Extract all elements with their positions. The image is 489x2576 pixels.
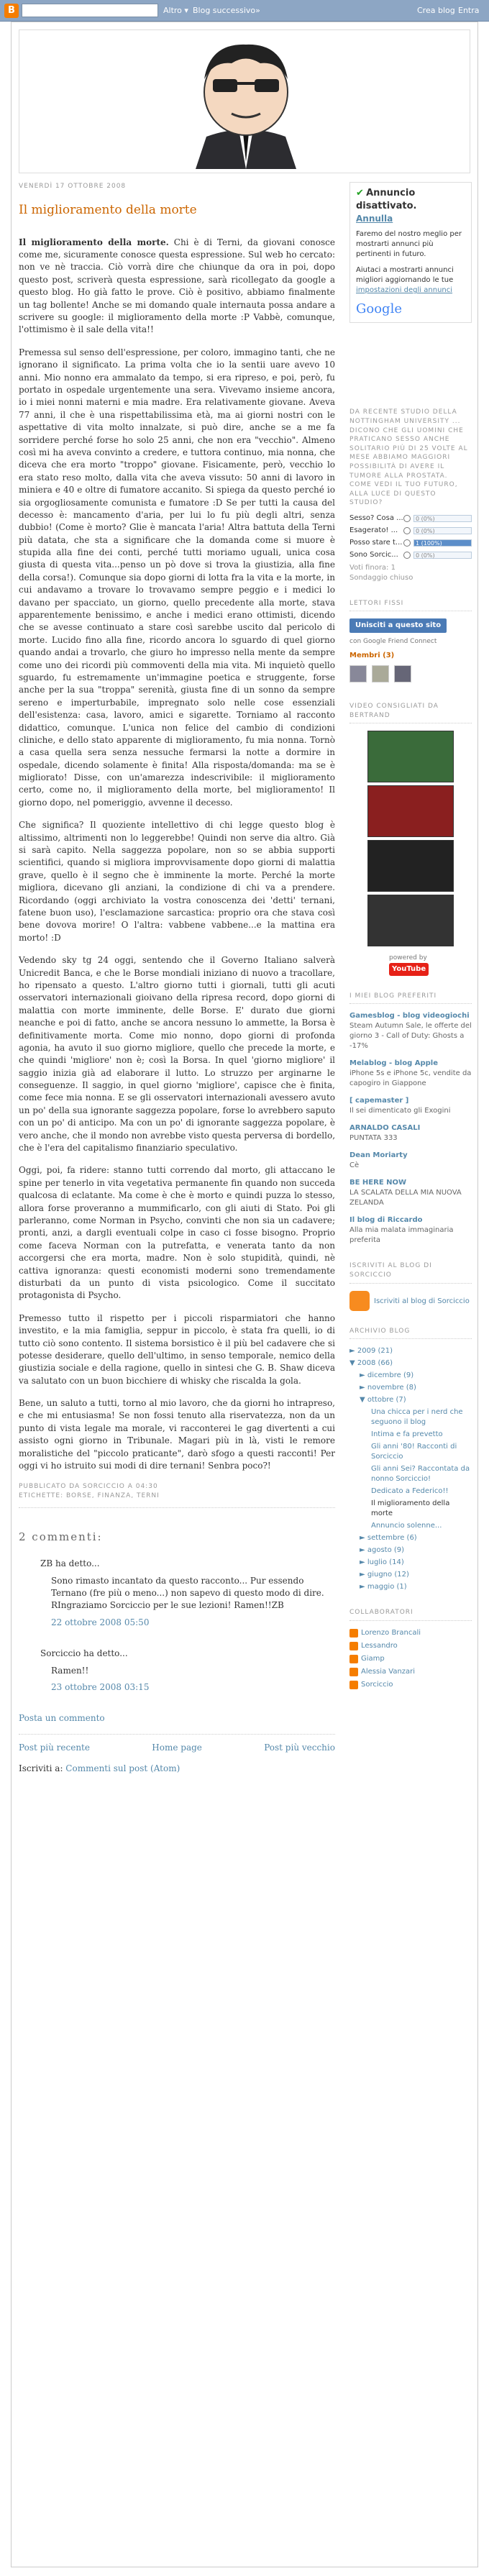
contributor[interactable]: Giamp xyxy=(349,1654,472,1664)
video-thumbnail[interactable] xyxy=(367,840,454,892)
list-item[interactable]: [ capemaster ] Il sei dimenticato gli Exogini xyxy=(349,1097,451,1115)
poll-widget xyxy=(349,408,472,583)
comment-timestamp[interactable]: 22 ottobre 2008 05:50 xyxy=(51,1617,150,1627)
archive-post-link[interactable]: Gli anni '80! Racconti di Sorciccio xyxy=(371,1443,457,1461)
subscribe-widget xyxy=(349,1261,472,1310)
post-comment-link[interactable]: Posta un commento xyxy=(19,1713,105,1724)
comments-heading: 2 commenti: xyxy=(19,1530,103,1543)
archive-month[interactable]: ► luglio (14) xyxy=(360,1558,404,1567)
archive-post-link[interactable]: Annuncio solenne... xyxy=(371,1522,442,1530)
contributor[interactable]: Lorenzo Brancali xyxy=(349,1628,472,1638)
poll-bar: 0 (0%) xyxy=(413,515,472,522)
youtube-badge[interactable] xyxy=(389,954,472,976)
post-paragraph-text: Chi è di Terni, da giovani conosce come me, sicuramente conosce questa espressione. Sul web ho cercato: non ve nè traccia. Ciò vorrà dire che chiunque da ora in poi, dopo questo post, scriverà questa espressione, sarà ricollegato da google a questo blog. Ho già fatto le prove. Ciò è positivo, abbiamo finalmente un tag bollente! Anche se mi domando quale internauta possa andare a scrivere su google: il miglioramento della morte :P Vabbè, comunque, l'ottimismo è il sale della vita!! xyxy=(19,237,335,335)
poll-option[interactable]: Posso stare t... 1 (100%) xyxy=(349,538,472,548)
poll-option[interactable]: Sono Sorcic... 0 (0%) xyxy=(349,550,472,560)
youtube-logo-icon: YouTube xyxy=(389,963,429,976)
post-paragraph: Premessa sul senso dell'espressione, per coloro, immagino tanti, che ne ignorano il significato. La prima volta che io la sentii uare avevo 10 anni. Mio nonno era ammalato da tempo, si era ripreso, e poi, però, fu portato in ospedale urgentemente una sera. Vivevamo insieme ancora, io i miei nonni materni e mia madre. Era relativamente giovane. Aveva 77 anni, il che è una rispettabilissima età, ma ai giorni nostri con le aspettative di vita molto innalzate, si può dire, anche se a me fa sorridere perché forse ho solo 25 anni, che non era "vecchio". Almeno così mi ha aveva convinto a credere, e tuttora continuo, mia nonna, che diceva che era morto "troppo" giovane. Fisicamente, però, vecchio lo era stato reso molto, dalla vita che aveva vissuto: 50 anni di lavoro in miniera e 40 e oltre di fumatore accanito. Si spiega da questo perché io sia orgogliosamente comunista e fumatore :D Se per tutti la causa del decesso è: mancamento d'aria, per lui lo fu più degli altri, senza dubbio! (Come è morto? Glie è mancata l'aria! Altra battuta della Terni più datata, che sta a significare che la domanda come si muore è stupida alla fine dei conti, perché tutti moriamo uguali, unica cosa giusta di questa vita...penso un pò dove si trova la giustizia, alla fine della corsa!). Comunque sia dopo giorni di lotta fra la vita e la morte, in cui andavamo a trovare lo trovavamo sempre peggio e i medici lo davano per spacciato, un giorno, quello precedente alla morte, stava apparentemente benissimo, e anche i medici erano ottimisti, dicendo che se avesse continuato a stare così sarebbe uscito dal pericolo di morte. Lucido fino alla fine, ricordo ancora lo sguardo di quel giorno quando andai a trovarlo, che giuro ho impresso nella mente da sempre come uno dei ricordi più commoventi della mia vita. Mi inquietò quello sguardo, fu estremamente un'immagine poetica e struggente, forse anche per la sua "troppa" serenità, giusta fine di un sonno da sempre sereno e imperturbabile, impregnato solo nelle cose essenziali dell'esistenza: casa, lavoro, amici e sigarette. Torniamo al racconto didattico, comunque. L'unica non felice del cambio di condizioni cliniche, e dello stato apparente di miglioramento, fu mia nonna. Tornò a casa quella sera senza nessuche fermarsi la notte a dormire in ospedale, dicendo solamente è finita! Alla risposta/domanda: ma se è migliorato! Disse, con un'amarezza indescrivibile: il miglioramento certo, come no, il miglioramento della morte, bel miglioramento! Il giorno dopo, nel pomeriggio, avvenne il decesso. xyxy=(19,347,335,808)
subscribe-heading: ISCRIVITI AL BLOG DI SORCICCIO xyxy=(349,1261,472,1283)
google-logo: Google xyxy=(356,301,402,317)
navbar-sign-in[interactable]: Entra xyxy=(458,6,480,15)
video-widget xyxy=(349,702,472,976)
archive-month[interactable]: ► maggio (1) xyxy=(360,1583,407,1591)
archive-post-link[interactable]: Gli anni Sei? Raccontata da nonno Sorciccio! xyxy=(371,1465,470,1484)
archive-widget xyxy=(349,1327,472,1593)
video-heading: VIDEO CONSIGLIATI DA BERTRAND xyxy=(349,702,472,723)
avatar[interactable] xyxy=(372,665,389,682)
header-character-icon xyxy=(181,36,311,169)
post-date: VENERDÌ 17 OTTOBRE 2008 xyxy=(19,183,127,190)
archive-year[interactable]: ▼ 2008 (66) xyxy=(349,1359,393,1368)
subscribe-line xyxy=(19,1763,335,1775)
list-item[interactable]: Dean Moriarty Cè xyxy=(349,1151,408,1170)
blogger-profile-icon xyxy=(349,1642,358,1650)
archive-heading: ARCHIVIO BLOG xyxy=(349,1327,472,1340)
avatar[interactable] xyxy=(394,665,411,682)
video-thumbnail[interactable] xyxy=(367,895,454,946)
comment-timestamp[interactable]: 23 ottobre 2008 03:15 xyxy=(51,1681,150,1692)
video-thumbnail[interactable] xyxy=(367,731,454,782)
comment-item xyxy=(19,1558,335,1629)
blog-header[interactable] xyxy=(19,29,470,173)
archive-month[interactable]: ► dicembre (9) xyxy=(360,1371,414,1380)
post-body xyxy=(19,237,335,1473)
list-item[interactable]: Gamesblog - blog videogiochi Steam Autumn Sale, le offerte del giorno 3 - Call of Duty: Ghosts a -17% xyxy=(349,1012,472,1051)
post-author-line[interactable]: PUBBLICATO DA SORCICCIO A 04:30 xyxy=(19,1483,158,1491)
older-post-link[interactable]: Post più vecchio xyxy=(264,1742,335,1753)
contributors-widget xyxy=(349,1608,472,1690)
blogger-profile-icon xyxy=(349,1681,358,1689)
blogger-profile-icon xyxy=(349,1629,358,1638)
archive-month[interactable]: ► settembre (6) xyxy=(360,1534,417,1543)
list-item[interactable]: BE HERE NOW LA SCALATA DELLA MIA NUOVA ZELANDA xyxy=(349,1179,462,1207)
blogger-profile-icon xyxy=(349,1655,358,1663)
video-thumbnail[interactable] xyxy=(367,785,454,837)
home-link[interactable]: Home page xyxy=(152,1742,202,1753)
contributor[interactable]: Lessandro xyxy=(349,1641,472,1651)
members-count: Membri (3) xyxy=(349,652,395,660)
comment-body: Sono rimasto incantato da questo racconto... Pur essendo Ternano (fre più o meno...) non sapevo di questo modo di dire. RIngraziamo Sorciccio per le sue lezioni! Ramen!!ZB xyxy=(51,1575,324,1611)
post-footer xyxy=(19,1482,335,1507)
blogger-logo-icon[interactable]: B xyxy=(4,4,19,18)
ad-text: Aiutaci a mostrarti annunci migliori aggiornando le tue impostazioni degli annunci xyxy=(356,266,454,295)
ad-settings-link[interactable]: impostazioni degli annunci xyxy=(356,286,453,295)
contributor[interactable]: Sorciccio xyxy=(349,1680,472,1690)
poll-option[interactable]: Sesso? Cosa ... 0 (0%) xyxy=(349,513,472,524)
comment-item xyxy=(19,1648,335,1694)
blog-pager xyxy=(19,1734,335,1754)
poll-votes: Voti finora: 1 xyxy=(349,563,396,572)
comment-body: Ramen!! xyxy=(51,1665,89,1676)
blog-list-widget xyxy=(349,992,472,1246)
subscribe-atom-link[interactable]: Commenti sul post (Atom) xyxy=(65,1763,180,1774)
main-column xyxy=(19,182,335,1776)
contributor[interactable]: Alessia Vanzari xyxy=(349,1667,472,1677)
post-title[interactable]: Il miglioramento della morte xyxy=(19,203,197,218)
poll-option[interactable]: Esagerato! ... 0 (0%) xyxy=(349,526,472,536)
blog-list-heading: I MIEI BLOG PREFERITI xyxy=(349,992,472,1005)
navbar-other-menu[interactable]: Altro ▾ xyxy=(163,6,188,15)
post-lead: Il miglioramento della morte. xyxy=(19,237,169,247)
archive-post-link[interactable]: Una chicca per i nerd che seguono il blog xyxy=(371,1408,463,1427)
poll-question: DA RECENTE STUDIO DELLA NOTTINGHAM UNIVERSITY ... DICONO CHE GLI UOMINI CHE PRATICANO SESSO ANCHE SOLITARIO PIÙ DI 25 VOLTE AL MESE ABBIAMO MAGGIORI POSSIBILITÀ DI AVERE IL TUMORE ALLA PROSTATA. COME VEDI IL TUO FUTURO, ALLA LUCE DI QUESTO STUDIO? xyxy=(349,408,468,507)
post-paragraph: Oggi, poi, fa ridere: stanno tutti correndo dal morto, gli attaccano le spine per tenerlo in vita vegetativa permanente fin quando non succeda qualcosa di eclatante. Ma come è che è morto e quindi puzza lo stesso, allora forse proveranno a mummificarlo, con gli aiuti di Stato. Poi gli parleranno, come Norman in Psycho, convinti che non sia un cadavere; pronti, anzi, a dargli eventuali colpe in caso ci fosse bisogno. Proprio come faceva Norman con la putrefatta, e venerata tanto da non accorgersi che era morta, madre. Non è solo stupidità, quindi, nè cattiva ignoranza: questi economisti moderni sono tremendamente disturbati da un punto di vista psicologico. Come il succitato protagonista di Psycho. xyxy=(19,1165,335,1301)
archive-month[interactable]: ► novembre (8) xyxy=(360,1384,416,1392)
archive-post-link[interactable]: Il miglioramento della morte xyxy=(371,1499,450,1518)
follow-button[interactable]: Unisciti a questo sito xyxy=(349,618,447,633)
followers-widget xyxy=(349,599,472,686)
comment-author[interactable]: ZB ha detto... xyxy=(40,1558,100,1569)
navbar-search-input[interactable] xyxy=(22,4,158,17)
archive-month[interactable]: ► agosto (9) xyxy=(360,1546,405,1555)
archive-post-link[interactable]: Dedicato a Federico!! xyxy=(371,1487,449,1496)
rss-icon xyxy=(349,1291,370,1311)
archive-month[interactable]: ► giugno (12) xyxy=(360,1571,409,1579)
archive-month[interactable]: ▼ ottobre (7) xyxy=(360,1396,406,1405)
ad-text: Faremo del nostro meglio per mostrarti annunci più pertinenti in futuro. xyxy=(356,230,462,259)
poll-status: Sondaggio chiuso xyxy=(349,573,413,582)
subscribe-link[interactable]: Iscriviti al blog di Sorciccio xyxy=(349,1291,472,1311)
contributors-heading: COLLABORATORI xyxy=(349,1608,472,1621)
poll-radio[interactable] xyxy=(403,527,411,534)
post-paragraph: Che significa? Il quoziente intellettivo di chi legge questo blog è altissimo, altrimenti non lo leggerebbe! Quindi non serve dia altro. Già si sarà capito. Nella saggezza popolare, non so se abbia supporti scientifici, quando si migliora improvvisamente dopo giorni di malattia grave, quello è il segno che è imminente la morte. Perché la morte migliora, dicevano gli anziani, la condizione di chi va a prendere. Ricordando (oggi archiviato la vostra conoscenza dei 'detti' ternani, fatene buon uso), l'esclamazione sarcastica: proprio ora che stava così bene dovova morire! O l'altra: vabbene vabbene...e la mattina era morto! :D xyxy=(19,820,335,943)
navbar-create-blog[interactable]: Crea blog xyxy=(417,6,455,15)
blogger-navbar xyxy=(0,0,489,22)
archive-year[interactable]: ► 2009 (21) xyxy=(349,1347,393,1356)
poll-bar: 0 (0%) xyxy=(413,527,472,534)
followers-heading: LETTORI FISSI xyxy=(349,599,472,612)
poll-radio[interactable] xyxy=(403,552,411,559)
page-container xyxy=(11,22,478,2567)
newer-post-link[interactable]: Post più recente xyxy=(19,1742,90,1753)
post-paragraph: Premesso tutto il rispetto per i piccoli risparmiatori che hanno investito, e la mia famiglia, seppur in piccolo, è stata fra quelli, io di tutto ciò sono contento. Il sistema borsistico è il più bel cadavere che si potesse desiderare, quello dell'ultimo, in senso temporale, nemico della giustizia sociale e della ragione, quello in sintesi che G. B. Shaw diceva va salutato con un buon bicchiere di whisky che riscalda la gola. xyxy=(19,1312,335,1386)
post-paragraph: Bene, un saluto a tutti, torno al mio lavoro, che da giorni ho intrapreso, e che mi entusiasma! Se non fossi tenuto alla riservatezza, non da un punto di vista legale ma morale, vi racconterei le gag divertenti a cui assisto ogni giorno in Tribunale. Magari più in là, visti le remore moralistiche del "piccolo praticante", darò sfogo a questi racconti! Per oggi vi ho istruito sui modi di dire ternani! Senbra poco?! xyxy=(19,1398,335,1471)
powered-by-text: powered by xyxy=(389,954,427,962)
list-item[interactable]: Il blog di Riccardo Alla mia malata immaginaria preferita xyxy=(349,1216,454,1245)
comment-author[interactable]: Sorciccio ha detto... xyxy=(40,1648,128,1659)
member-thumbs xyxy=(349,665,472,686)
list-item[interactable]: Melablog - blog Apple iPhone 5s e iPhone 5c, vendite da capogiro in Giappone xyxy=(349,1059,472,1088)
poll-radio[interactable] xyxy=(403,539,411,547)
sidebar xyxy=(349,182,472,1693)
ad-disabled-box xyxy=(349,182,472,323)
post-paragraph xyxy=(19,237,335,337)
poll-bar: 1 (100%) xyxy=(413,539,472,547)
avatar[interactable] xyxy=(349,665,367,682)
poll-radio[interactable] xyxy=(403,515,411,522)
poll-bar: 0 (0%) xyxy=(413,552,472,559)
blogger-profile-icon xyxy=(349,1668,358,1676)
check-icon: ✔ xyxy=(356,188,364,198)
ad-title: Annuncio disattivato. xyxy=(356,188,417,212)
archive-post-link[interactable]: Intima e fa prevetto xyxy=(371,1430,443,1439)
follow-subtext: con Google Friend Connect xyxy=(349,638,437,646)
post-labels[interactable]: ETICHETTE: BORSE, FINANZA, TERNI xyxy=(19,1492,160,1500)
ad-undo-link[interactable]: Annulla xyxy=(356,214,393,224)
list-item[interactable]: ARNALDO CASALI PUNTATA 333 xyxy=(349,1124,421,1143)
navbar-next-blog[interactable]: Blog successivo» xyxy=(193,6,260,15)
post-paragraph: Vedendo sky tg 24 oggi, sentendo che il Governo Italiano salverà Unicredit Banca, e che le Borse mondiali iniziano di nuovo a tracollare, ho ripensato a questo. L'altro giorno tutti i giornali, tutti gli acuti osservatori internazionali gioivano della ripresa record, dopo giorni di malattia con morte imminente, delle Borse. E' durato due giorni neanche e poi di fatto, anche se ancora nessuno lo ammette, la Borsa è definitivamente morta. Come mio nonno, dopo giorni di profonda agonia, ha avuto il suo giorno migliore, quello che precede la morte, e che quindi 'migliore' non è; così la Borsa. In quel 'giorno migliore' il saggio inizia già ad elaborare il lutto. Lo struzzo per arginarne le conseguenze. Il saggio, in quel giorno 'migliore', capisce che è finita, come fece mia nonna. E se gli osservatori internazionali avessero avuto un po' della sua ignorante saggezza popolare, forse lo avrebbero saputo con un po' di anticipo. Ma con un po' di ignorante saggezza popolare, è vero anche, che il mondo non avrebbe visto questa perversa di bordello, che è l'era del capitalismo finanziario speculativo. xyxy=(19,955,336,1154)
subscribe-label: Iscriviti a: xyxy=(19,1763,66,1774)
